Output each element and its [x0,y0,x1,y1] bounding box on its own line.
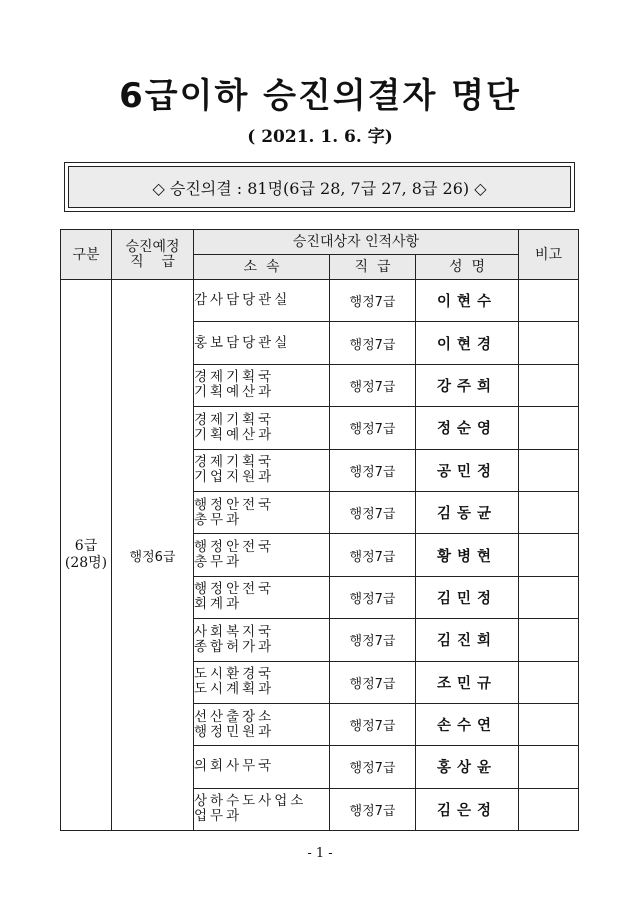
cell-remarks [519,364,579,406]
group-category-line2: (28명) [64,555,108,572]
cell-name: 이현수 [416,280,519,322]
cell-position: 행정7급 [330,364,416,406]
cell-affiliation [194,449,330,491]
affiliation-line: 회계과 [194,596,243,613]
cell-remarks [519,407,579,449]
affiliation-line: 의회사무국 [194,758,275,775]
cell-affiliation [194,491,330,533]
affiliation-line: 기획예산과 [194,384,275,401]
cell-remarks [519,576,579,618]
cell-remarks [519,491,579,533]
cell-remarks [519,788,579,830]
cell-affiliation [194,703,330,745]
cell-name: 정순영 [416,407,519,449]
affiliation-line: 도시환경국 [194,666,275,683]
promotion-roster-table [60,229,579,831]
affiliation-line: 행정안전국 [194,581,275,598]
cell-position: 행정7급 [330,449,416,491]
header-target-grade-line2: 직 급 [130,253,175,270]
cell-position: 행정7급 [330,280,416,322]
affiliation-line: 도시계획과 [194,681,275,698]
cell-name: 강주희 [416,364,519,406]
cell-position: 행정7급 [330,788,416,830]
page-number: - 1 - [307,846,333,861]
affiliation-line: 사회복지국 [194,623,275,640]
cell-position: 행정7급 [330,619,416,661]
cell-position: 행정7급 [330,703,416,745]
document-date: ( 2021. 1. 6. 字) [247,127,393,147]
cell-position: 행정7급 [330,534,416,576]
header-position: 직 급 [330,255,416,280]
header-target-grade [112,230,194,280]
header-personnel-info: 승진대상자 인적사항 [194,230,519,255]
cell-affiliation [194,661,330,703]
document-title: 6급이하 승진의결자 명단 [119,76,521,116]
cell-remarks [519,661,579,703]
cell-name: 황병현 [416,534,519,576]
cell-position: 행정7급 [330,576,416,618]
table-row [61,280,579,322]
cell-name: 김동균 [416,491,519,533]
summary-text: ◇ 승진의결 : 81명(6급 28, 7급 27, 8급 26) ◇ [68,166,571,208]
cell-affiliation [194,788,330,830]
group-category-line1: 6급 [74,538,98,555]
affiliation-line: 홍보담당관실 [194,334,291,351]
cell-position: 행정7급 [330,491,416,533]
affiliation-line: 행정안전국 [194,539,275,556]
cell-position: 행정7급 [330,407,416,449]
affiliation-line: 상하수도사업소 [194,793,307,810]
group-target-grade: 행정6급 [112,280,194,831]
affiliation-line: 총무과 [194,554,243,571]
summary-box [64,162,575,212]
cell-remarks [519,619,579,661]
roster-body [61,280,579,831]
cell-name: 공민정 [416,449,519,491]
affiliation-line: 종합허가과 [194,638,275,655]
cell-remarks [519,534,579,576]
affiliation-line: 기획예산과 [194,426,275,443]
cell-affiliation [194,407,330,449]
affiliation-line: 기업지원과 [194,469,275,486]
cell-name: 김은정 [416,788,519,830]
affiliation-line: 경제기획국 [194,369,275,386]
header-name: 성 명 [416,255,519,280]
cell-affiliation [194,576,330,618]
affiliation-line: 선산출장소 [194,708,275,725]
cell-name: 조민규 [416,661,519,703]
cell-affiliation [194,322,330,364]
cell-affiliation [194,619,330,661]
cell-remarks [519,703,579,745]
header-target-grade-line1: 승진예정 [125,238,180,255]
affiliation-line: 행정안전국 [194,496,275,513]
cell-remarks [519,746,579,788]
affiliation-line: 업무과 [194,808,243,825]
cell-position: 행정7급 [330,661,416,703]
cell-affiliation [194,746,330,788]
cell-affiliation [194,280,330,322]
header-category: 구분 [61,230,112,280]
group-category [61,280,112,831]
cell-name: 홍상윤 [416,746,519,788]
cell-remarks [519,449,579,491]
header-affiliation: 소 속 [194,255,330,280]
affiliation-line: 행정민원과 [194,723,275,740]
cell-affiliation [194,534,330,576]
cell-name: 김진희 [416,619,519,661]
cell-affiliation [194,364,330,406]
cell-name: 손수연 [416,703,519,745]
affiliation-line: 감사담당관실 [194,292,291,309]
cell-name: 이현경 [416,322,519,364]
affiliation-line: 경제기획국 [194,454,275,471]
cell-position: 행정7급 [330,746,416,788]
header-remarks: 비고 [519,230,579,280]
cell-remarks [519,322,579,364]
cell-name: 김민정 [416,576,519,618]
cell-position: 행정7급 [330,322,416,364]
affiliation-line: 경제기획국 [194,411,275,428]
affiliation-line: 총무과 [194,511,243,528]
cell-remarks [519,280,579,322]
